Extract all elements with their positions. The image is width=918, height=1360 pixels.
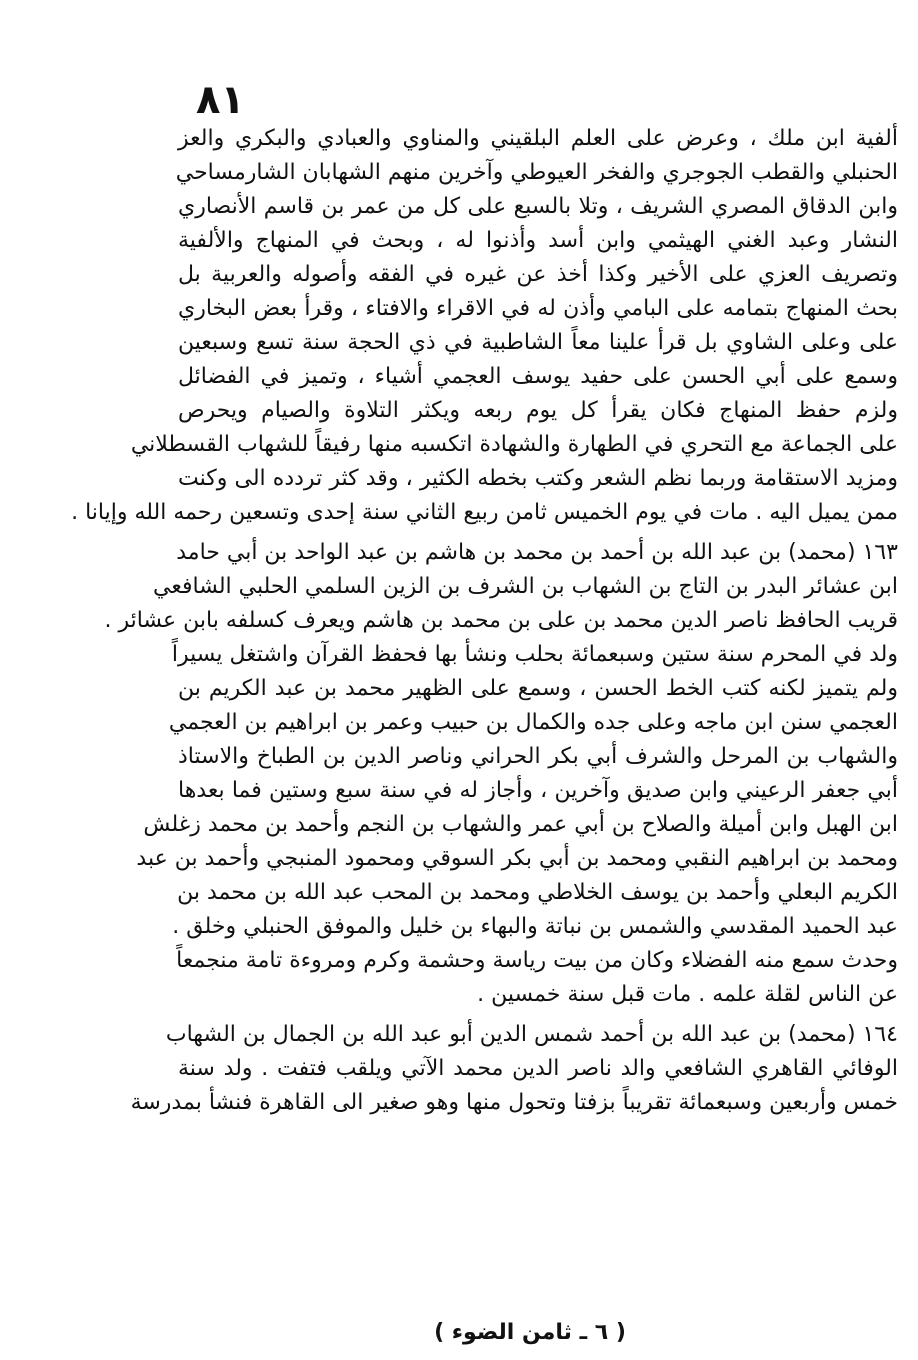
- text-line: أبي جعفر الرعيني وابن صديق وآخرين ، وأجاز له في سنة سبع وستين فما بعدها: [178, 778, 898, 803]
- text-line: الحنبلي والقطب الجوجري والفخر العيوطي وآخرين منهم الشهابان الشارمساحي: [175, 160, 898, 185]
- text-line: وابن الدقاق المصري الشريف ، وتلا بالسبع على كل من عمر بن قاسم الأنصاري: [178, 194, 898, 219]
- text-line: ومحمد بن ابراهيم النقبي ومحمد بن أبي بكر السوقي ومحمود المنبجي وأحمد بن عبد: [136, 846, 898, 871]
- text-line: ولم يتميز لكنه كتب الخط الحسن ، وسمع على الظهير محمد بن عبد الكريم بن: [178, 676, 898, 701]
- text-line: الكريم البعلي وأحمد بن يوسف الخلاطي ومحمد بن المحب عبد الله بن محمد بن: [177, 880, 898, 905]
- text-line: وتصريف العزي على الأخير وكذا أخذ عن غيره في الفقه وأصوله والعربية بل: [178, 262, 898, 287]
- text-line: العجمي سنن ابن ماجه وعلى جده والكمال بن حبيب وعمر بن ابراهيم بن العجمي: [168, 710, 898, 735]
- page-number: ٨١: [196, 77, 245, 123]
- body-text: [71, 122, 898, 1120]
- entry-164-first-line: ١٦٤ (محمد) بن عبد الله بن أحمد شمس الدين أبو عبد الله بن الجمال بن الشهاب: [165, 1022, 898, 1047]
- text-line: بحث المنهاج بتمامه على البامي وأذن له في الاقراء والافتاء ، وقرأ بعض البخاري: [178, 296, 898, 321]
- text-line: ابن عشائر البدر بن التاج بن الشهاب بن الشرف بن الزين السلمي الحلبي الشافعي: [153, 574, 898, 599]
- signature-mark: ( ٦ ـ ثامن الضوء ): [434, 1320, 626, 1345]
- text-line: عبد الحميد المقدسي والشمس بن نباتة والبهاء بن خليل والموفق الحنبلي وخلق .: [172, 914, 898, 939]
- text-line: ابن الهبل وابن أميلة والصلاح بن أبي عمر والشهاب بن النجم وأحمد بن محمد زغلش: [143, 812, 898, 837]
- text-line: ألفية ابن ملك ، وعرض على العلم البلقيني والمناوي والعبادي والبكري والعز: [178, 126, 898, 151]
- text-line: ومزيد الاستقامة وربما نظم الشعر وكتب بخطه الكثير ، وقد كثر تردده الى وكنت: [178, 466, 898, 491]
- text-line: قريب الحافظ ناصر الدين محمد بن على بن محمد بن هاشم ويعرف كسلفه بابن عشائر .: [104, 608, 898, 633]
- text-line: الوفائي القاهري الشافعي والد ناصر الدين محمد الآتي ويلقب فتفت . ولد سنة: [178, 1056, 898, 1081]
- text-line: على وعلى الشاوي بل قرأ علينا معاً الشاطبية في ذي الحجة سنة تسع وسبعين: [178, 330, 898, 355]
- text-line: وحدث سمع منه الفضلاء وكان من بيت رياسة وحشمة وكرم ومروءة تامة منجمعاً: [176, 948, 898, 973]
- text-line: ولزم حفظ المنهاج فكان يقرأ كل يوم ربعه ويكثر التلاوة والصيام ويحرص: [178, 398, 898, 423]
- text-line: على الجماعة مع التحري في الطهارة والشهادة اتكسبه منها رفيقاً للشهاب القسطلاني: [130, 432, 898, 457]
- text-line: وسمع على أبي الحسن على حفيد يوسف العجمي أشياء ، وتميز في الفضائل: [178, 364, 898, 389]
- entry-163-first-line: ١٦٣ (محمد) بن عبد الله بن أحمد بن محمد بن هاشم بن عبد الواحد بن أبي حامد: [176, 540, 898, 565]
- text-line: والشهاب بن المرحل والشرف أبي بكر الحراني وناصر الدين بن الطباخ والاستاذ: [178, 744, 898, 769]
- text-line: النشار وعبد الغني الهيثمي وابن أسد وأذنوا له ، وبحث في المنهاج والألفية: [178, 228, 898, 253]
- text-line: ولد في المحرم سنة ستين وسبعمائة بحلب ونشأ بها فحفظ القرآن واشتغل يسيراً: [171, 642, 898, 667]
- text-line: ممن يميل اليه . مات في يوم الخميس ثامن ربيع الثاني سنة إحدى وتسعين رحمه الله وإيانا .: [71, 500, 898, 525]
- text-line: خمس وأربعين وسبعمائة تقريباً بزفتا وتحول منها وهو صغير الى القاهرة فنشأ بمدرسة: [130, 1090, 898, 1115]
- text-line: عن الناس لقلة علمه . مات قبل سنة خمسين .: [477, 982, 898, 1007]
